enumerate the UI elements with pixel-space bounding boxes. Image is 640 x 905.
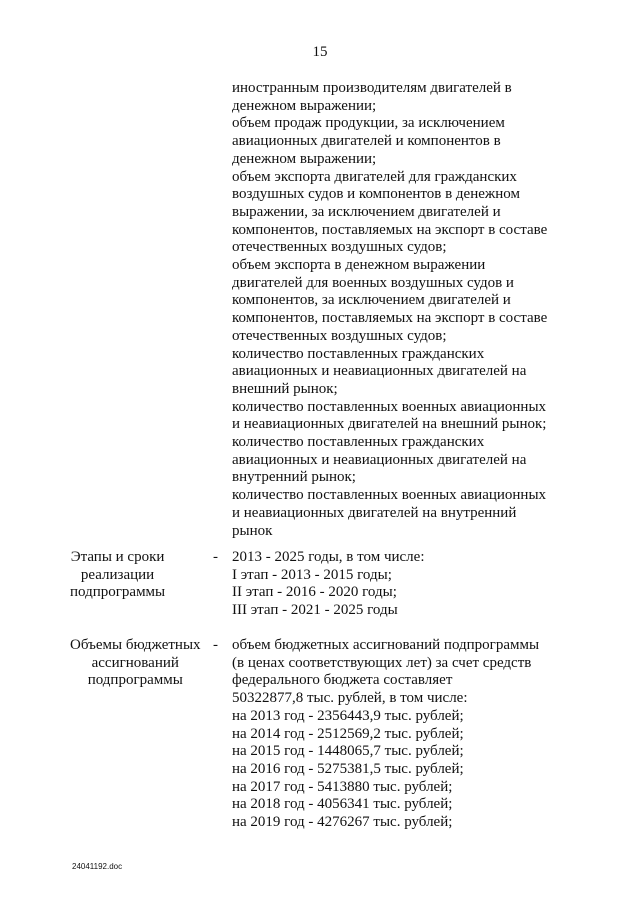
text-line: внутренний рынок; [232, 469, 356, 486]
text-line: Этапы и сроки [70, 549, 165, 565]
text-line: авиационных и неавиационных двигателей на [232, 451, 527, 468]
text-line: на 2014 год - 2512569,2 тыс. рублей; [232, 725, 464, 742]
text-line: количество поставленных военных авиационных [232, 487, 547, 504]
text-line: количество поставленных военных авиационных [232, 398, 547, 415]
text-line: (в ценах соответствующих лет) за счет средств [232, 654, 532, 671]
text-line: отечественных воздушных судов; [232, 327, 447, 344]
text-line: выражении, за исключением двигателей и [232, 203, 501, 220]
stages-text [232, 549, 425, 620]
text-line: компонентов, за исключением двигателей и [232, 292, 511, 309]
text-line: иностранным производителям двигателей в [232, 80, 512, 96]
text-line: 50322877,8 тыс. рублей, в том числе: [232, 690, 468, 707]
text-line: количество поставленных гражданских [232, 434, 485, 451]
stages-label [70, 549, 165, 602]
text-line: внешний рынок; [232, 380, 338, 397]
text-line: и неавиационных двигателей на внутренний [232, 504, 517, 521]
text-line: денежном выражении; [232, 97, 377, 114]
text-line: на 2019 год - 4276267 тыс. рублей; [232, 814, 453, 831]
text-line: 2013 - 2025 годы, в том числе: [232, 549, 425, 565]
text-line: федерального бюджета составляет [232, 672, 453, 689]
text-line: ассигнований [91, 654, 179, 671]
text-line: Объемы бюджетных [70, 637, 201, 653]
budget-text [232, 637, 539, 832]
text-line: I этап - 2013 - 2015 годы; [232, 566, 392, 583]
budget-dash: - [213, 637, 218, 653]
text-line: объем экспорта двигателей для гражданских [232, 168, 517, 185]
page-number: 15 [312, 44, 328, 60]
text-line: на 2018 год - 4056341 тыс. рублей; [232, 796, 453, 813]
budget-label [70, 637, 201, 690]
text-line: подпрограммы [87, 672, 183, 689]
text-line: на 2015 год - 1448065,7 тыс. рублей; [232, 743, 464, 760]
text-line: авиационных двигателей и компонентов в [232, 133, 501, 150]
text-line: на 2017 год - 5413880 тыс. рублей; [232, 778, 453, 795]
text-line: рынок [232, 522, 273, 539]
text-line: объем продаж продукции, за исключением [232, 115, 505, 132]
text-line: III этап - 2021 - 2025 годы [232, 602, 398, 619]
stages-dash: - [213, 549, 218, 565]
text-line: денежном выражении; [232, 150, 377, 167]
text-line: компонентов, поставляемых на экспорт в составе [232, 221, 548, 238]
text-line: объем экспорта в денежном выражении [232, 257, 486, 274]
continuation-text [232, 80, 547, 540]
text-line: отечественных воздушных судов; [232, 239, 447, 256]
text-line: на 2016 год - 5275381,5 тыс. рублей; [232, 760, 464, 777]
text-line: компонентов, поставляемых на экспорт в составе [232, 310, 548, 327]
text-line: реализации [80, 566, 155, 583]
text-line: воздушных судов и компонентов в денежном [232, 186, 520, 203]
text-line: двигателей для военных воздушных судов и [232, 274, 514, 291]
text-line: на 2013 год - 2356443,9 тыс. рублей; [232, 707, 464, 724]
text-line: объем бюджетных ассигнований подпрограммы [232, 637, 540, 653]
text-line: количество поставленных гражданских [232, 345, 485, 362]
document-footer: 24041192.doc [72, 862, 123, 871]
text-line: авиационных и неавиационных двигателей на [232, 363, 527, 380]
text-line: и неавиационных двигателей на внешний рынок; [232, 416, 547, 433]
text-line: подпрограммы [70, 584, 166, 601]
text-line: II этап - 2016 - 2020 годы; [232, 584, 397, 601]
